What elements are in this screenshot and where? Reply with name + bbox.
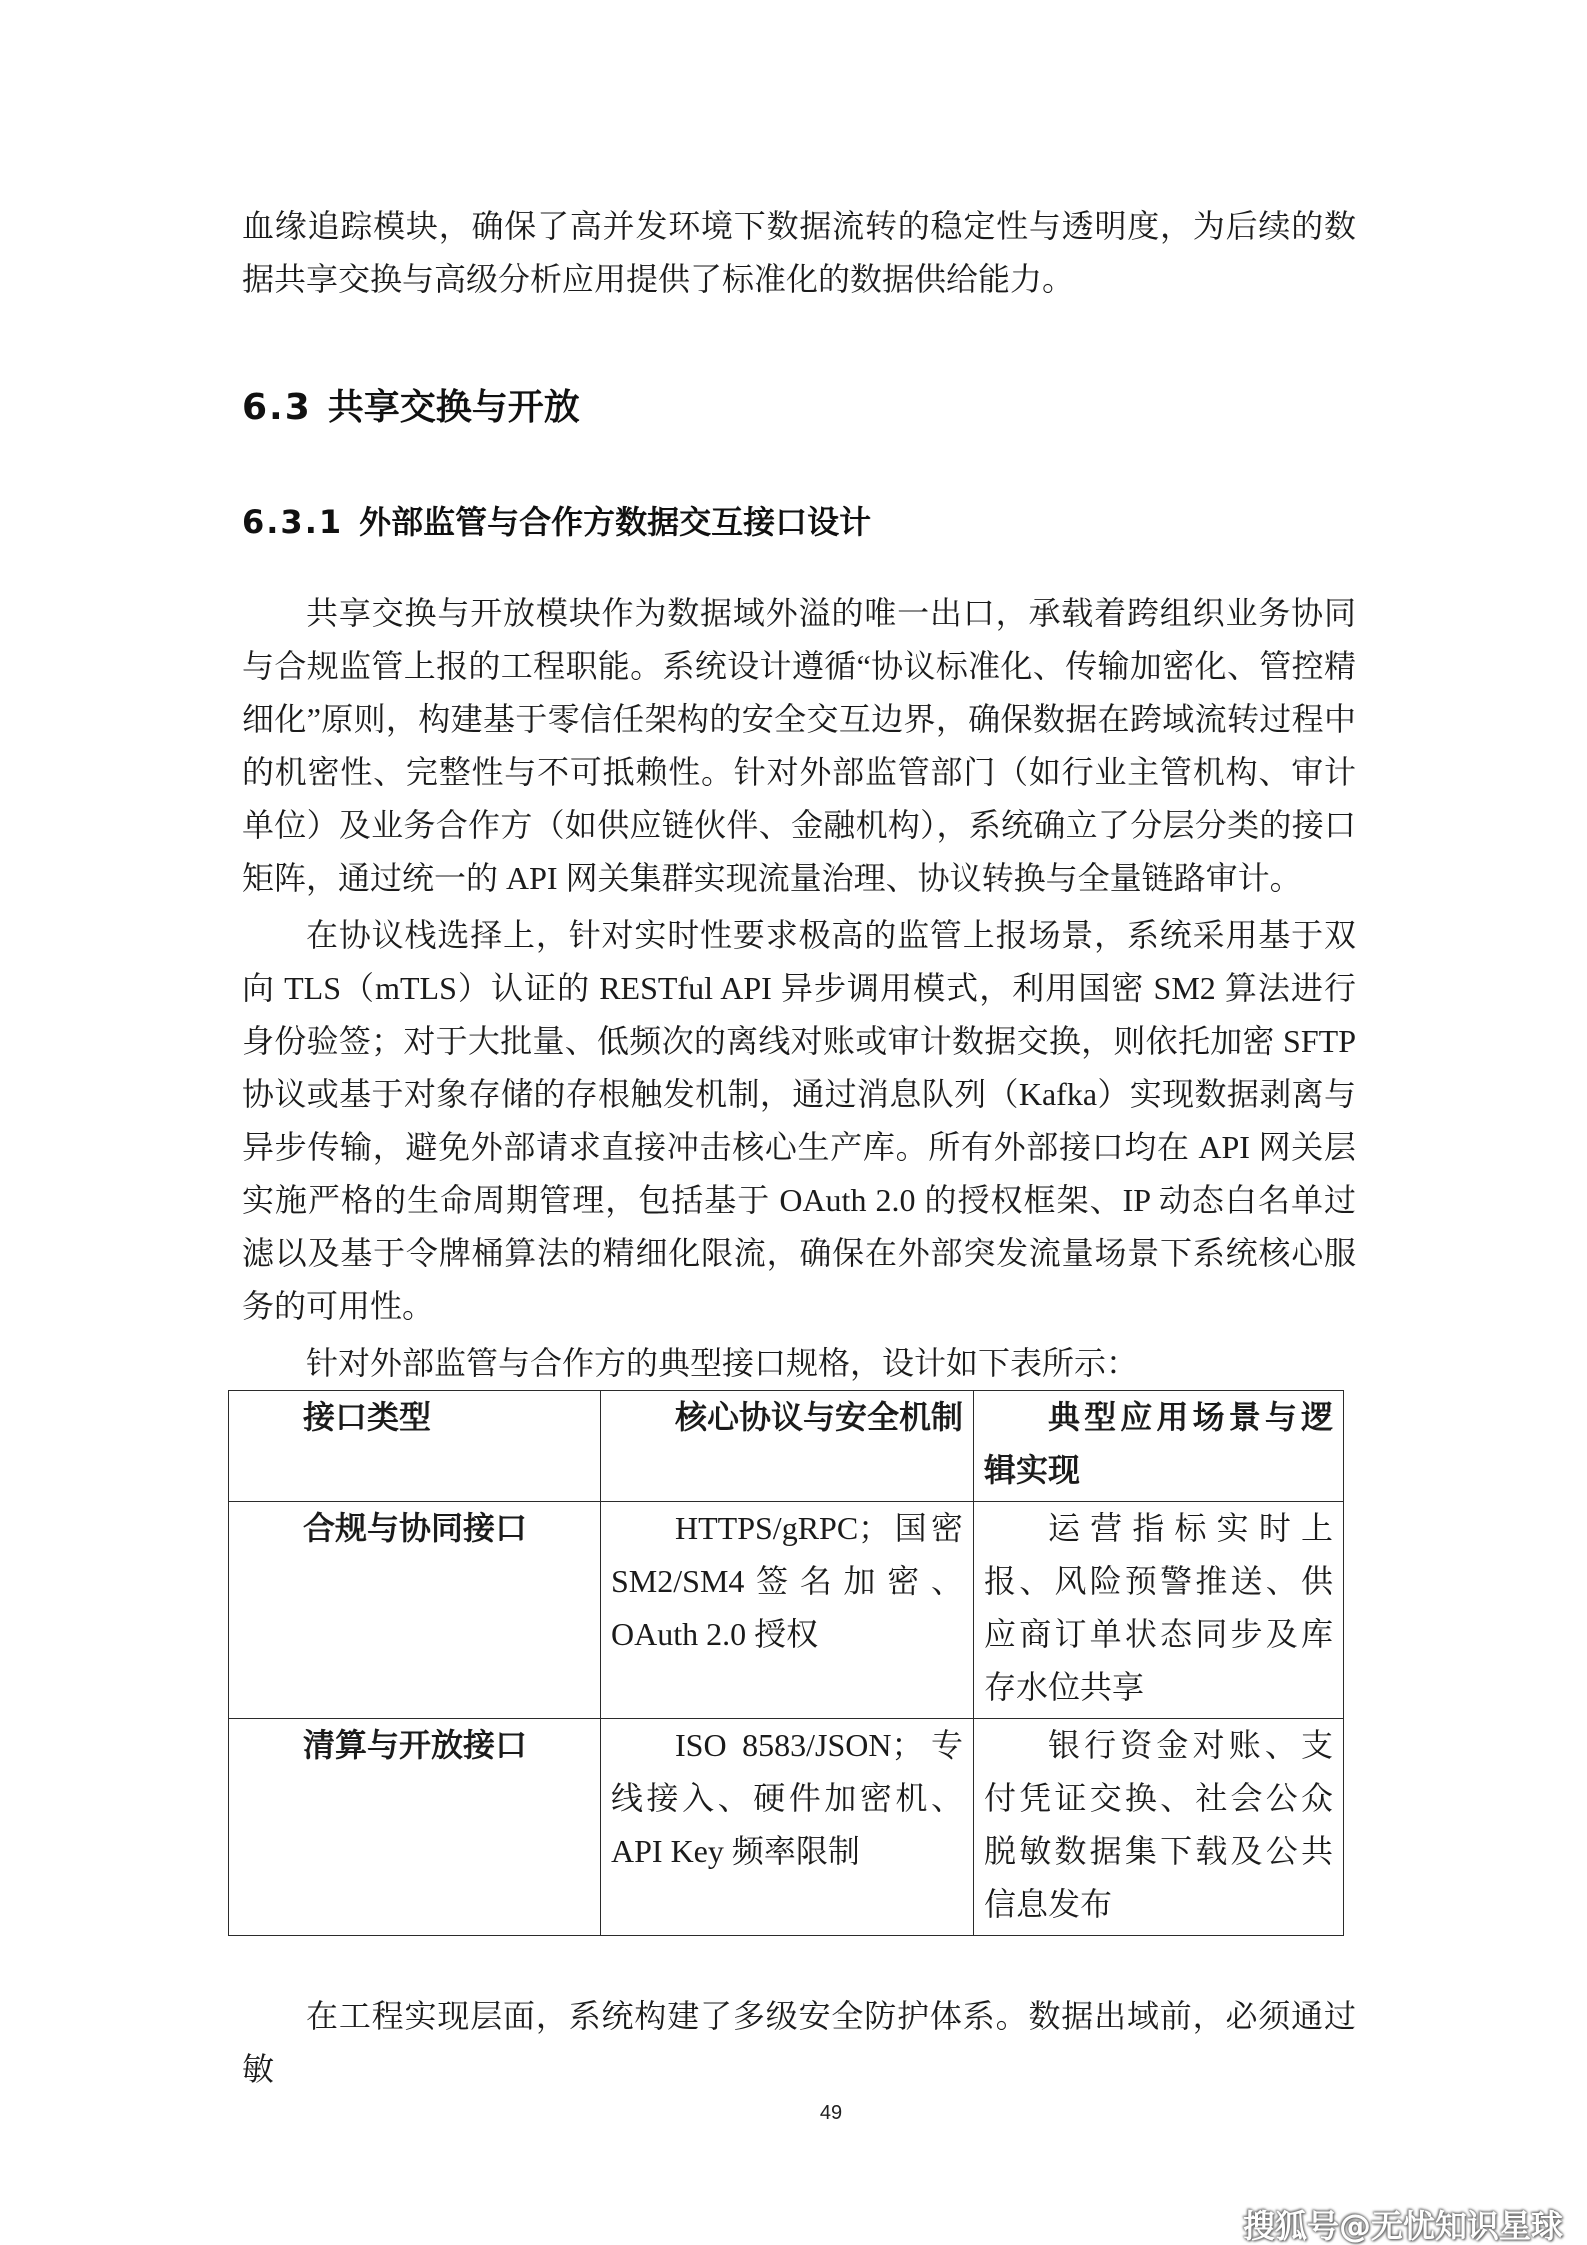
table-intro-paragraph: 针对外部监管与合作方的典型接口规格，设计如下表所示：	[306, 1345, 1139, 1381]
closing-paragraph: 在工程实现层面，系统构建了多级安全防护体系。数据出域前，必须通过敏	[242, 1998, 1356, 2087]
section-heading	[242, 384, 580, 432]
body-paragraph-1: 共享交换与开放模块作为数据域外溢的唯一出口，承载着跨组织业务协同与合规监管上报的工程职能。系统设计遵循“协议标准化、传输加密化、管控精细化”原则，构建基于零信任架构的安全交互边界，确保数据在跨域流转过程中的机密性、完整性与不可抵赖性。针对外部监管部门（如行业主管机构、审计单位）及业务合作方（如供应链伙伴、金融机构），系统确立了分层分类的接口矩阵，通过统一的 API 网关集群实现流量治理、协议转换与全量链路审计。	[242, 595, 1356, 896]
header-protocol-security: 核心协议与安全机制	[601, 1391, 974, 1502]
table-row	[229, 1502, 1344, 1719]
page-number: 49	[819, 2102, 843, 2124]
subsection-heading	[242, 500, 871, 544]
section-title: 共享交换与开放	[327, 387, 580, 428]
row-scenario: 银行资金对账、支付凭证交换、社会公众脱敏数据集下载及公共信息发布	[974, 1719, 1344, 1936]
header-scenario-logic: 典型应用场景与逻辑实现	[974, 1391, 1344, 1502]
row-interface-name: 合规与协同接口	[229, 1502, 601, 1719]
table-row	[229, 1719, 1344, 1936]
source-watermark: 搜狐号@无忧知识星球	[1242, 2207, 1563, 2245]
table-header-row	[229, 1391, 1344, 1502]
row-protocol: HTTPS/gRPC；国密SM2/SM4签名加密、OAuth 2.0 授权	[601, 1502, 974, 1719]
header-interface-type: 接口类型	[229, 1391, 601, 1502]
subsection-title: 外部监管与合作方数据交互接口设计	[359, 503, 872, 541]
subsection-number: 6.3.1	[242, 503, 344, 541]
body-paragraph-2: 在协议栈选择上，针对实时性要求极高的监管上报场景，系统采用基于双向 TLS（mTLS）认证的 RESTful API 异步调用模式，利用国密 SM2 算法进行身份验签；对于大批量、低频次的离线对账或审计数据交换，则依托加密 SFTP 协议或基于对象存储的存根触发机制，通过消息队列（Kafka）实现数据剥离与异步传输，避免外部请求直接冲击核心生产库。所有外部接口均在 API 网关层实施严格的生命周期管理，包括基于 OAuth 2.0 的授权框架、IP 动态白名单过滤以及基于令牌桶算法的精细化限流，确保在外部突发流量场景下系统核心服务的可用性。	[242, 917, 1356, 1324]
row-scenario: 运营指标实时上报、风险预警推送、供应商订单状态同步及库存水位共享	[974, 1502, 1344, 1719]
intro-paragraph: 血缘追踪模块，确保了高并发环境下数据流转的稳定性与透明度，为后续的数据共享交换与高级分析应用提供了标准化的数据供给能力。	[242, 208, 1356, 297]
row-interface-name: 清算与开放接口	[229, 1719, 601, 1936]
row-protocol: ISO 8583/JSON；专线接入、硬件加密机、API Key 频率限制	[601, 1719, 974, 1936]
interface-spec-table	[228, 1390, 1344, 1936]
section-number: 6.3	[242, 387, 312, 428]
